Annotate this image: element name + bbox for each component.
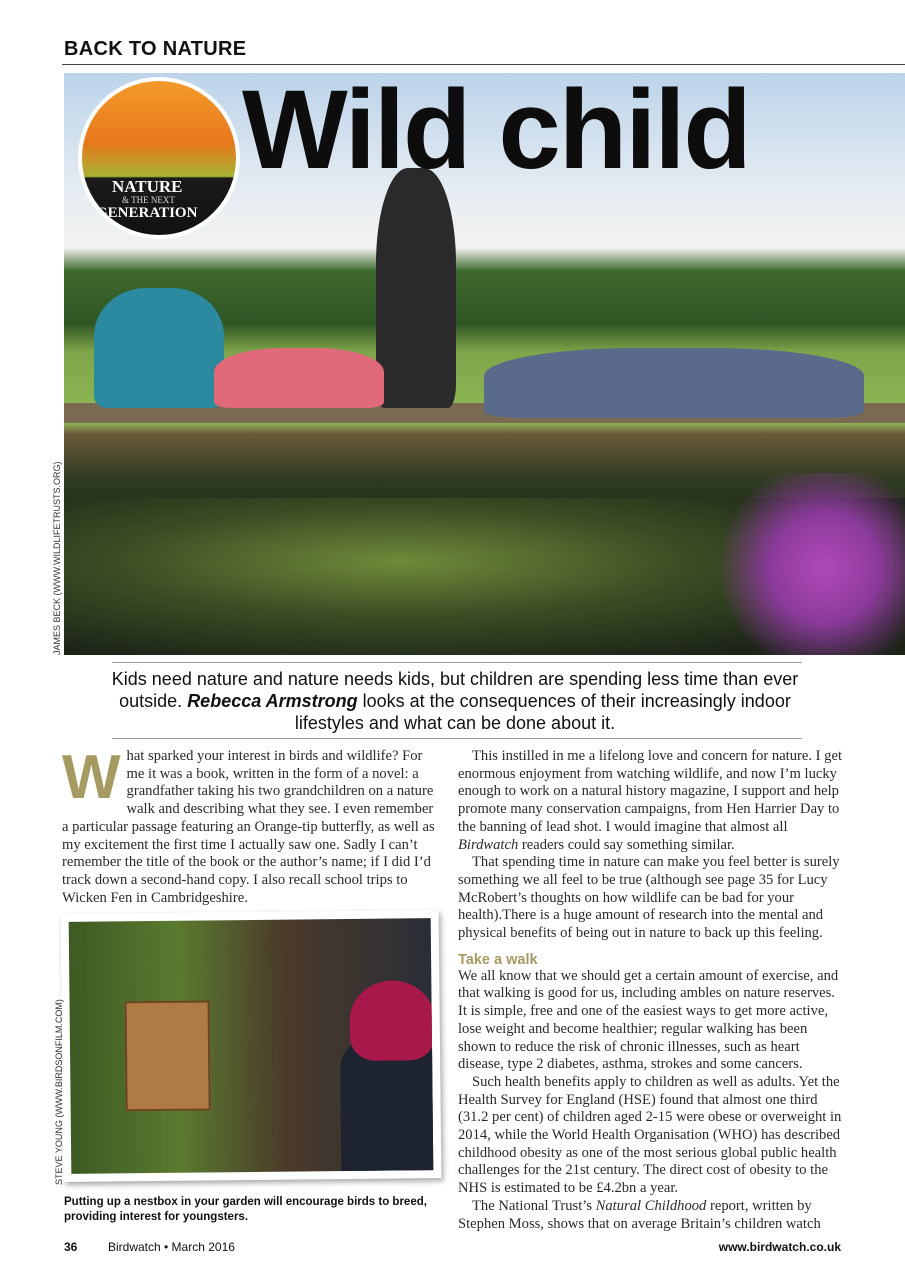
photo-caption: Putting up a nestbox in your garden will encourage birds to breed, providing interest for youngsters. xyxy=(64,1196,427,1223)
website-url: www.birdwatch.co.uk xyxy=(718,1240,841,1254)
standfirst-text: Kids need nature and nature needs kids, but children are spending less time than ever outside. xyxy=(111,669,799,711)
adult-lying xyxy=(94,288,224,408)
magazine-issue: Birdwatch • March 2016 xyxy=(108,1240,235,1254)
section-title: BACK TO NATURE xyxy=(64,38,247,60)
right-column xyxy=(458,748,844,1233)
logo-text: & THE NEXT xyxy=(122,195,175,205)
paragraph-text: The National Trust’s xyxy=(472,1197,596,1214)
loosestrife-flowers xyxy=(705,473,905,655)
italic-title: Natural Childhood xyxy=(595,1197,707,1214)
children-group xyxy=(484,348,864,418)
left-column xyxy=(62,743,442,907)
hero-photo xyxy=(64,73,905,655)
author-name: Rebecca Armstrong xyxy=(187,691,358,711)
photo-credit: STEVE YOUNG (WWW.BIRDSONFILM.COM) xyxy=(54,999,64,1185)
paragraph-text: Such health benefits apply to children as well as adults. Yet the Health Survey for England (HSE) found that almost one third (31.2 per cent) of children aged 2-15 were obese or overweight in 2014, while the World Health Organisation (WHO) has described childhood obesity as one of the most serious global public health challenges for the 21st century. The direct cost of obesity to the NHS is estimated to be £4.2bn a year. xyxy=(458,1073,842,1197)
standfirst-rule-top xyxy=(112,662,802,663)
paragraph-text: hat sparked your interest in birds and wildlife? For me it was a book, written in the form of a novel: a grandfather taking his two grandchildren on a nature walk and describing what they see. I even remember a particular passage featuring an Orange-tip butterfly, as well as my excitement the first time I actually saw one. Sadly I can’t remember the title of the book or the author’s name; if I did I’d track down a second-hand copy. I also recall school trips to Wicken Fen in Cambridgeshire. xyxy=(62,748,435,906)
nature-next-generation-logo xyxy=(78,77,240,239)
logo-text: GENERATION xyxy=(96,205,198,221)
paragraph-text: This instilled in me a lifelong love and concern for nature. I get enormous enjoyment from watching wildlife, and now I’m lucky enough to work on a natural history magazine, I support and help promote many conservation campaigns, from Hen Harrier Day to the banning of lead shot. I would imagine that almost all xyxy=(458,748,842,835)
page-number: 36 xyxy=(64,1240,78,1254)
body-paragraph xyxy=(458,854,844,943)
standfirst-rule-bottom xyxy=(112,738,802,739)
adult-standing xyxy=(376,168,456,408)
children-lying xyxy=(214,348,384,408)
paragraph-text: That spending time in nature can make you feel better is surely something we all feel to be true (although see page 35 for Lucy McRobert’s thoughts on how wildlife can be bad for your health).There is a huge amount of research into the mental and physical benefits of being out in nature to back up this feeling. xyxy=(458,854,840,942)
logo-text: NATURE xyxy=(112,177,183,196)
header-rule xyxy=(62,64,905,65)
paragraph-text: We all know that we should get a certain amount of exercise, and that walking is good for us, including ambles on nature reserves. It is simple, free and one of the easiest ways to get more active, lose weight and become healthier; regular walking has been shown to reduce the risk of chronic illnesses, such as heart disease, type 2 diabetes, asthma, strokes and some cancers. xyxy=(458,967,839,1073)
body-paragraph xyxy=(458,748,844,854)
nestbox-photo xyxy=(61,910,442,1182)
body-paragraph xyxy=(458,1074,844,1198)
headline: Wild child xyxy=(242,73,750,192)
body-paragraph xyxy=(458,968,844,1074)
drop-cap: W xyxy=(62,743,121,812)
subheading: Take a walk xyxy=(458,951,538,968)
paragraph-text: report, written by Stephen Moss, shows that on average Britain’s children watch xyxy=(458,1197,821,1232)
child-hat xyxy=(349,980,433,1061)
italic-title: Birdwatch xyxy=(458,836,519,853)
body-paragraph xyxy=(458,1198,844,1233)
hero-photo-credit: JAMES BECK (WWW.WILDLIFETRUSTS.ORG) xyxy=(52,461,62,655)
standfirst-text: looks at the consequences of their increasingly indoor lifestyles and what can be done about it. xyxy=(294,691,791,733)
nestbox xyxy=(125,1000,211,1111)
standfirst xyxy=(98,668,812,734)
paragraph-text: readers could say something similar. xyxy=(518,836,735,853)
